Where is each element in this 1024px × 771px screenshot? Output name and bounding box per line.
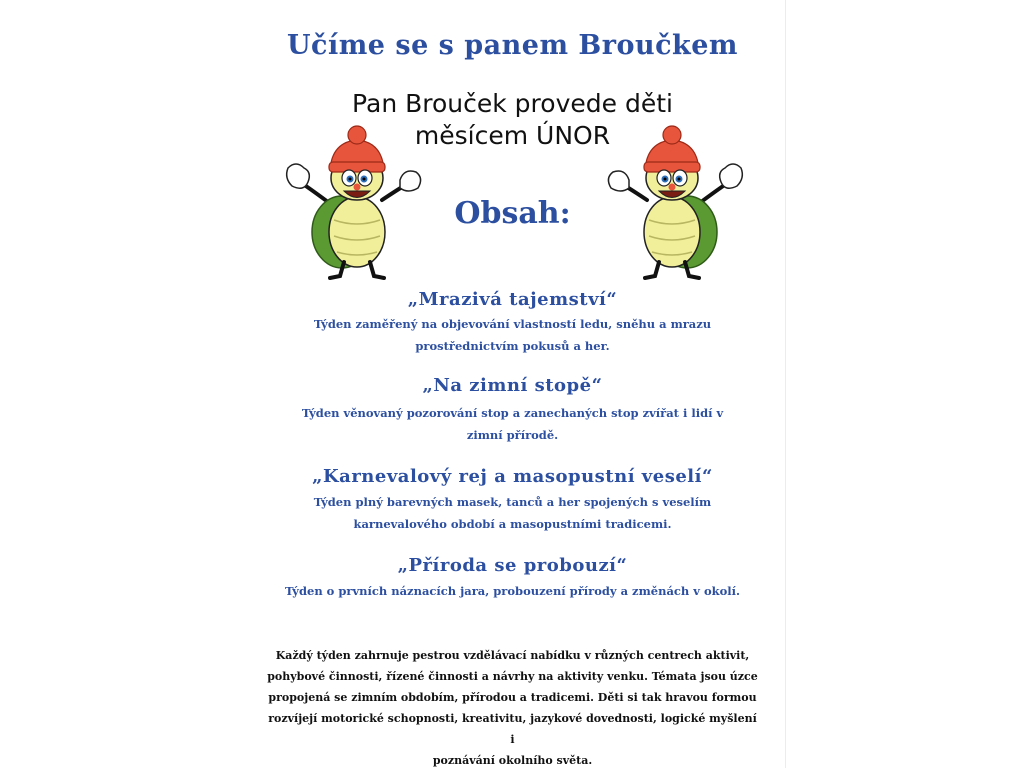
section-description bbox=[270, 313, 755, 357]
section-description-line: Týden věnovaný pozorování stop a zanechaných stop zvířat i lidí v bbox=[301, 406, 724, 420]
section-description-line: Týden zaměřený na objevování vlastností ledu, sněhu a mrazu bbox=[313, 317, 712, 331]
footer-line: pohybové činnosti, řízené činnosti a návrhy na aktivity venku. Témata jsou úzce bbox=[267, 670, 758, 683]
section-description-line: Týden plný barevných masek, tanců a her spojených s veselím bbox=[313, 495, 712, 509]
subtitle-line: měsícem ÚNOR bbox=[414, 121, 611, 150]
section-title: „Na zimní stopě“ bbox=[422, 375, 603, 396]
footer-line: rozvíjejí motorické schopnosti, kreativitu, jazykové dovednosti, logické myšlení i bbox=[268, 712, 757, 746]
footer-line: Každý týden zahrnuje pestrou vzdělávací nabídku v různých centrech aktivit, bbox=[275, 649, 750, 662]
subtitle-line: Pan Brouček provede děti bbox=[352, 89, 673, 118]
section-description-line: karnevalového období a masopustními tradicemi. bbox=[353, 517, 672, 531]
section-description bbox=[260, 580, 765, 602]
page-edge bbox=[785, 0, 786, 768]
footer-paragraph bbox=[265, 645, 760, 771]
document-title: Učíme se s panem Broučkem bbox=[287, 30, 738, 61]
contents-heading: Obsah: bbox=[454, 196, 571, 231]
footer-line: propojená se zimním obdobím, přírodou a tradicemi. Děti si tak hravou formou bbox=[268, 691, 757, 704]
section-description bbox=[270, 402, 755, 446]
section-description bbox=[270, 491, 755, 535]
section-description-line: zimní přírodě. bbox=[466, 428, 559, 442]
document-page bbox=[240, 0, 785, 768]
section-title: „Karnevalový rej a masopustní veselí“ bbox=[312, 466, 713, 487]
section-description-line: prostřednictvím pokusů a her. bbox=[415, 339, 610, 353]
section-title: „Mrazivá tajemství“ bbox=[407, 289, 618, 310]
footer-line: poznávání okolního světa. bbox=[432, 754, 593, 767]
section-title: „Příroda se probouzí“ bbox=[397, 555, 628, 576]
section-description-line: Týden o prvních náznacích jara, probouzení přírody a změnách v okolí. bbox=[284, 584, 740, 598]
